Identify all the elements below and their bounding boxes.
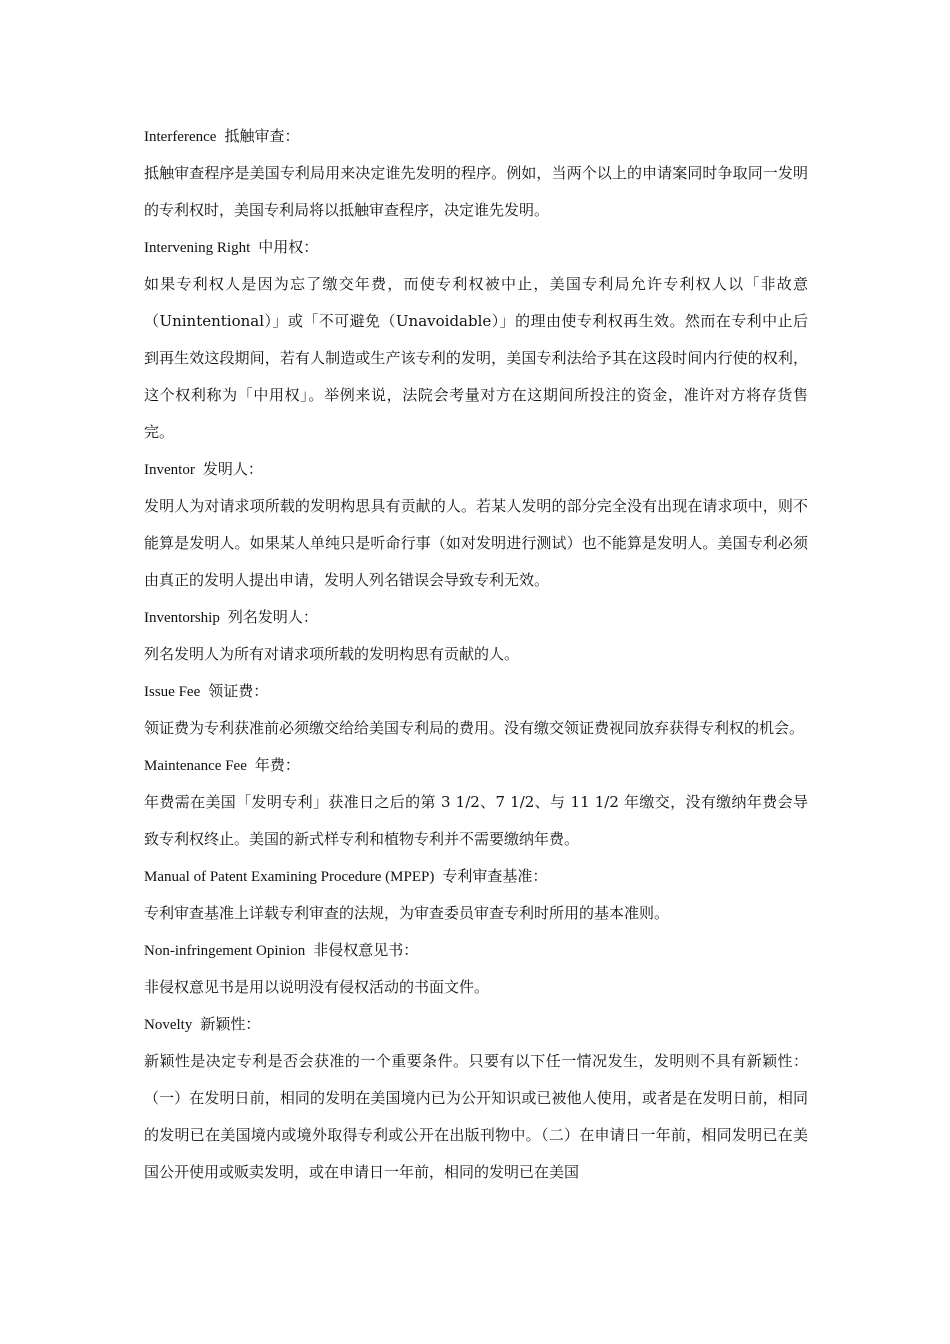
term-definition: 领证费为专利获准前必须缴交给给美国专利局的费用。没有缴交领证费视同放弃获得专利权的机会。 — [144, 719, 805, 737]
entry-intervening-right — [144, 229, 808, 451]
term-heading — [144, 1006, 808, 1043]
term-english: Interference — [144, 129, 217, 145]
entry-novelty — [144, 1006, 808, 1191]
term-heading — [144, 599, 808, 636]
term-heading — [144, 229, 808, 266]
term-chinese: 专利审查基准： — [442, 867, 548, 885]
term-english: Manual of Patent Examining Procedure (MPEP) — [144, 869, 435, 885]
entry-issue-fee — [144, 673, 808, 747]
term-english: Inventorship — [144, 610, 220, 626]
term-heading — [144, 932, 808, 969]
term-heading — [144, 747, 808, 784]
document-page — [144, 118, 808, 1191]
entry-mpep — [144, 858, 808, 932]
entry-inventor — [144, 451, 808, 599]
term-definition: 新颖性是决定专利是否会获准的一个重要条件。只要有以下任一情况发生，发明则不具有新颖性：（一）在发明日前，相同的发明在美国境内已为公开知识或已被他人使用，或者是在发明日前，相同的发明已在美国境内或境外取得专利或公开在出版刊物中。（二）在申请日一年前，相同发明已在美国公开使用或贩卖发明，或在申请日一年前，相同的发明已在美国 — [144, 1052, 808, 1181]
term-definition: 年费需在美国「发明专利」获准日之后的第 3 1/2、7 1/2、与 11 1/2 年缴交，没有缴纳年费会导致专利权终止。美国的新式样专利和植物专利并不需要缴纳年费。 — [144, 793, 808, 848]
term-english: Maintenance Fee — [144, 758, 247, 774]
entry-interference — [144, 118, 808, 229]
term-definition: 发明人为对请求项所载的发明构思具有贡献的人。若某人发明的部分完全没有出现在请求项中，则不能算是发明人。如果某人单纯只是听命行事（如对发明进行测试）也不能算是发明人。美国专利必须由真正的发明人提出申请，发明人列名错误会导致专利无效。 — [144, 497, 808, 589]
term-heading — [144, 858, 808, 895]
entry-non-infringement-opinion — [144, 932, 808, 1006]
term-english: Non-infringement Opinion — [144, 943, 306, 959]
term-chinese: 列名发明人： — [227, 608, 318, 626]
term-english: Novelty — [144, 1017, 193, 1033]
term-chinese: 非侵权意见书： — [313, 941, 419, 959]
term-chinese: 发明人： — [202, 460, 263, 478]
entry-inventorship — [144, 599, 808, 673]
term-chinese: 领证费： — [208, 682, 269, 700]
term-definition: 非侵权意见书是用以说明没有侵权活动的书面文件。 — [144, 978, 490, 996]
term-definition: 专利审查基准上详载专利审查的法规，为审查委员审查专利时所用的基本准则。 — [144, 904, 670, 922]
term-heading — [144, 673, 808, 710]
term-chinese: 新颖性： — [200, 1015, 261, 1033]
term-definition: 抵触审查程序是美国专利局用来决定谁先发明的程序。例如，当两个以上的申请案同时争取同一发明的专利权时，美国专利局将以抵触审查程序，决定谁先发明。 — [144, 164, 808, 219]
entry-maintenance-fee — [144, 747, 808, 858]
term-english: Inventor — [144, 462, 195, 478]
term-definition: 列名发明人为所有对请求项所载的发明构思有贡献的人。 — [144, 645, 520, 663]
term-english: Intervening Right — [144, 240, 251, 256]
term-english: Issue Fee — [144, 684, 201, 700]
term-chinese: 年费： — [254, 756, 300, 774]
term-definition: 如果专利权人是因为忘了缴交年费，而使专利权被中止，美国专利局允许专利权人以「非故意（Unintentional）」或「不可避免（Unavoidable）」的理由使专利权再生效。然而在专利中止后到再生效这段期间，若有人制造或生产该专利的发明，美国专利法给予其在这段时间内行使的权利，这个权利称为「中用权」。举例来说，法院会考量对方在这期间所投注的资金，准许对方将存货售完。 — [144, 275, 808, 441]
term-heading — [144, 451, 808, 488]
term-chinese: 抵触审查： — [224, 127, 300, 145]
term-chinese: 中用权： — [258, 238, 319, 256]
term-heading — [144, 118, 808, 155]
